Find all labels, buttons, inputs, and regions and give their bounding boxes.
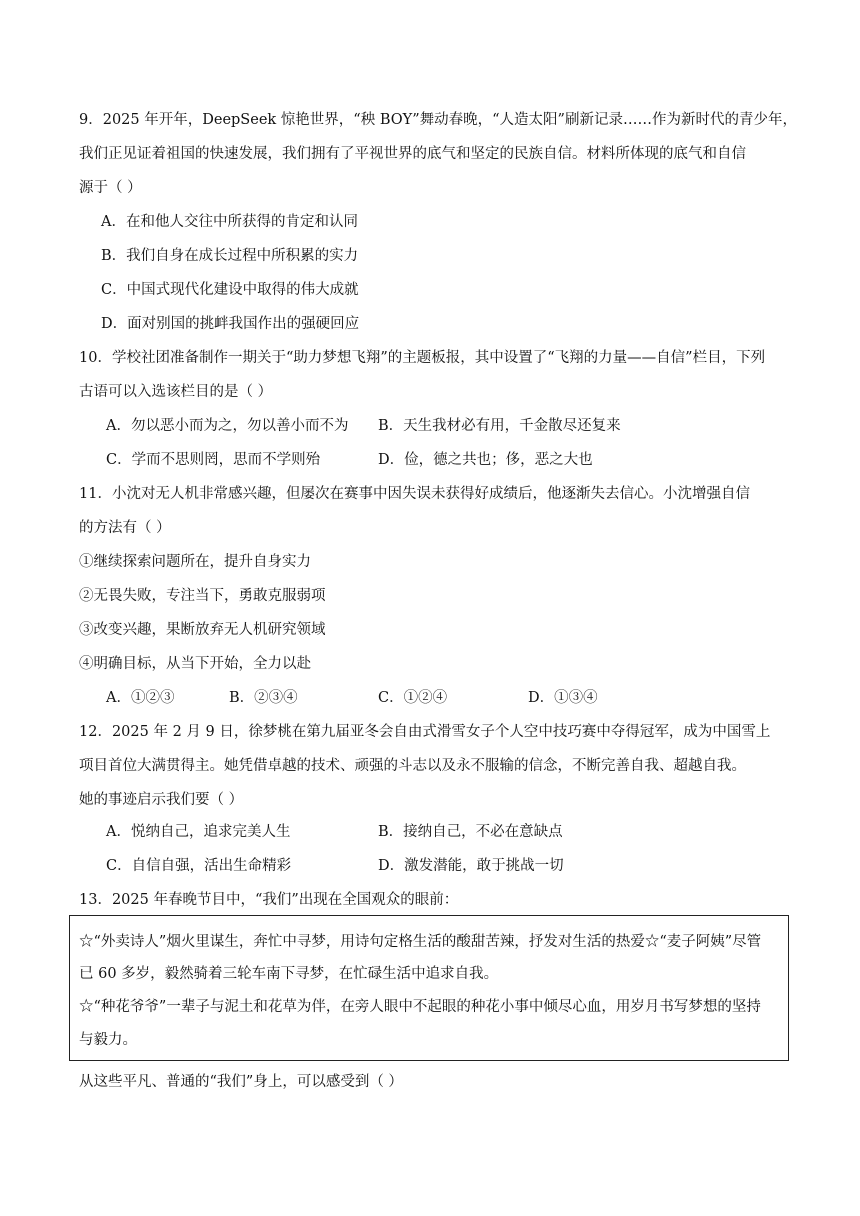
material-line-4: 与毅力。 (79, 1032, 137, 1048)
q9-option-b: B．我们自身在成长过程中所积累的实力 (101, 248, 359, 264)
material-line-2: 已 60 多岁，毅然骑着三轮车南下寻梦，在忙碌生活中追求自我。 (79, 966, 499, 982)
q11-option-c: C．①②④ (378, 690, 448, 706)
q12-option-b: B．接纳自己，不必在意缺点 (378, 824, 563, 840)
q11-option-b: B．②③④ (229, 690, 298, 706)
q10-stem-line-2: 古语可以入选该栏目的是（ ） (79, 384, 273, 400)
q11-stem-line-2: 的方法有（ ） (79, 520, 171, 536)
q12-option-d: D．激发潜能，敢于挑战一切 (378, 858, 564, 874)
q11-option-a: A．①②③ (106, 690, 175, 706)
q10-stem-line-1: 10．学校社团准备制作一期关于“助力梦想飞翔”的主题板报，其中设置了“飞翔的力量——自信”栏目，下列 (79, 350, 766, 366)
q11-stem-line-1: 11．小沈对无人机非常感兴趣，但屡次在赛事中因失误未获得好成绩后，他逐渐失去信心。小沈增强自信 (79, 486, 750, 502)
q10-option-a: A．勿以恶小而为之，勿以善小而不为 (106, 418, 349, 434)
q9-option-a: A．在和他人交往中所获得的肯定和认同 (101, 214, 358, 230)
q13-stem: 13．2025 年春晚节目中，“我们”出现在全国观众的眼前： (79, 892, 459, 908)
q10-option-c: C．学而不思则罔，思而不学则殆 (106, 452, 321, 468)
q12-stem-line-3: 她的事迹启示我们要（ ） (79, 792, 244, 808)
q12-stem-line-2: 项目首位大满贯得主。她凭借卓越的技术、顽强的斗志以及永不服输的信念，不断完善自我、超越自我。 (79, 758, 746, 774)
q9-option-c: C．中国式现代化建设中取得的伟大成就 (101, 282, 359, 298)
q12-option-c: C．自信自强，活出生命精彩 (106, 858, 292, 874)
material-line-1: ☆“外卖诗人”烟火里谋生，奔忙中寻梦，用诗句定格生活的酸甜苦辣，抒发对生活的热爱☆“麦子阿姨”尽管 (79, 934, 762, 950)
q9-stem-line-1: 9．2025 年开年，DeepSeek 惊艳世界，“秧 BOY”舞动春晚，“人造太阳”刷新记录……作为新时代的青少年， (79, 112, 797, 128)
q12-option-a: A．悦纳自己，追求完美人生 (106, 824, 291, 840)
q9-option-d: D．面对别国的挑衅我国作出的强硬回应 (101, 316, 360, 332)
q10-option-b: B．天生我材必有用，千金散尽还复来 (378, 418, 621, 434)
q9-stem-line-2: 我们正见证着祖国的快速发展，我们拥有了平视世界的底气和坚定的民族自信。材料所体现的底气和自信 (79, 146, 746, 162)
q13-question: 从这些平凡、普通的“我们”身上，可以感受到（ ） (79, 1074, 403, 1090)
q11-item-3: ③改变兴趣，果断放弃无人机研究领域 (79, 622, 326, 638)
q10-option-d: D．俭，德之共也；侈，恶之大也 (378, 452, 593, 468)
material-line-3: ☆“种花爷爷”一辈子与泥土和花草为伴，在旁人眼中不起眼的种花小事中倾尽心血，用岁月书写梦想的坚持 (79, 999, 761, 1015)
q11-item-1: ①继续探索问题所在，提升自身实力 (79, 554, 311, 570)
q11-item-2: ②无畏失败，专注当下，勇敢克服弱项 (79, 588, 326, 604)
q11-item-4: ④明确目标，从当下开始，全力以赴 (79, 656, 311, 672)
material-box (69, 915, 789, 1061)
q11-option-d: D．①③④ (528, 690, 598, 706)
q12-stem-line-1: 12．2025 年 2 月 9 日，徐梦桃在第九届亚冬会自由式滑雪女子个人空中技巧赛中夺得冠军，成为中国雪上 (79, 724, 771, 740)
q9-stem-line-3: 源于（ ） (79, 180, 142, 196)
